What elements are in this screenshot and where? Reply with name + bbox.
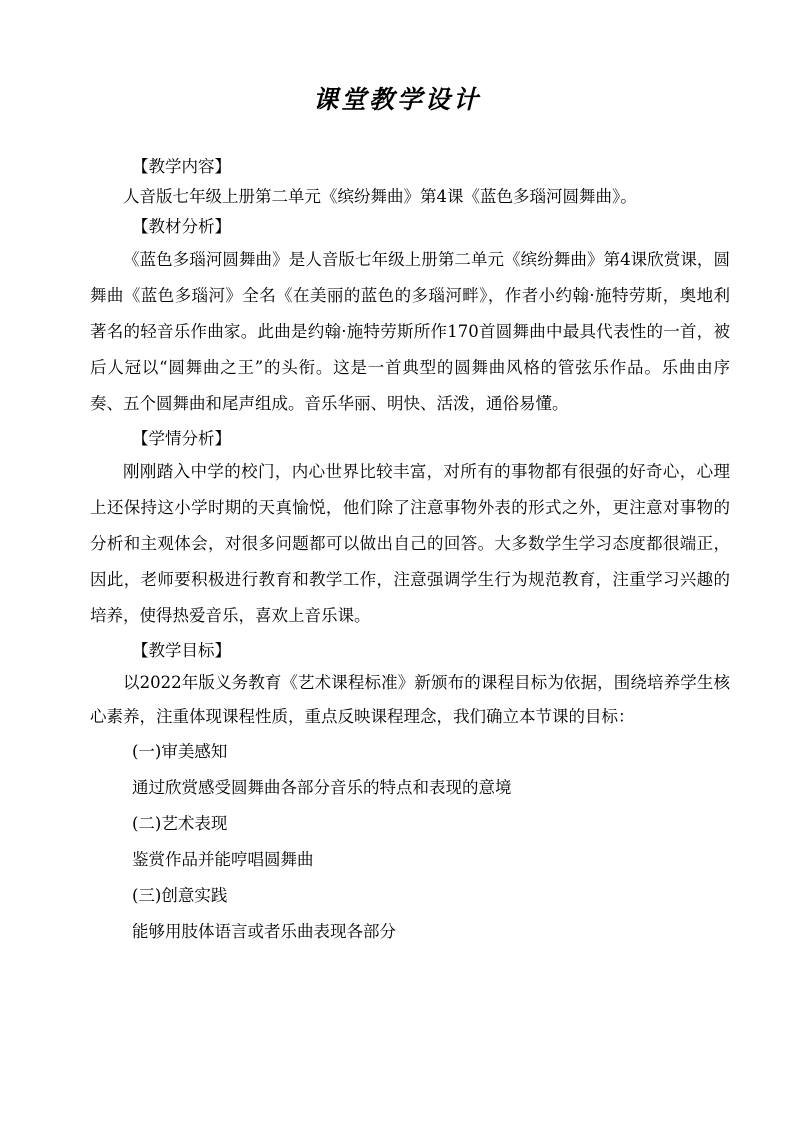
goal-label-2: (二)艺术表现 [132,814,228,833]
section-heading-students: 【学情分析】 [132,429,231,448]
section-heading-goals: 【教学目标】 [132,641,231,660]
section-text-material: 《蓝色多瑙河圆舞曲》是人音版七年级上册第二单元《缤纷舞曲》第4课欣赏课，圆舞曲《蓝色多瑙河》全名《在美丽的蓝色的多瑙河畔》，作者小约翰·施特劳斯，奥地利著名的轻音乐作曲家。此曲是约翰·施特劳斯所作170首圆舞曲中最具代表性的一首，被后人冠以“圆舞曲之王”的头衔。这是一首典型的圆舞曲风格的管弦乐作品。乐曲由序奏、五个圆舞曲和尾声组成。音乐华丽、明快、活泼，通俗易懂。 [90,250,730,413]
document-body [90,152,730,950]
goal-text-3: 能够用肢体语言或者乐曲表现各部分 [132,922,396,941]
section-heading-material: 【教材分析】 [132,217,231,236]
goal-text-2: 鉴赏作品并能哼唱圆舞曲 [132,850,314,869]
document-title: 课堂教学设计 [312,85,481,114]
section-text-goals: 以2022年版义务教育《艺术课程标准》新颁布的课程目标为依据，围绕培养学生核心素养，注重体现课程性质，重点反映课程理念，我们确立本节课的目标： [90,673,730,726]
goal-label-3: (三)创意实践 [132,886,228,905]
section-heading-content: 【教学内容】 [132,157,231,176]
section-text-students: 刚刚踏入中学的校门，内心世界比较丰富，对所有的事物都有很强的好奇心，心理上还保持这小学时期的天真愉悦，他们除了注意事物外表的形式之外，更注意对事物的分析和主观体会，对很多问题都可以做出自己的回答。大多数学生学习态度都很端正，因此，老师要积极进行教育和教学工作，注意强调学生行为规范教育，注重学习兴趣的培养，使得热爱音乐，喜欢上音乐课。 [90,462,730,625]
goal-text-1: 通过欣赏感受圆舞曲各部分音乐的特点和表现的意境 [132,778,512,797]
section-text-content: 人音版七年级上册第二单元《缤纷舞曲》第4课《蓝色多瑙河圆舞曲》。 [123,187,637,206]
goal-label-1: (一)审美感知 [132,742,228,761]
